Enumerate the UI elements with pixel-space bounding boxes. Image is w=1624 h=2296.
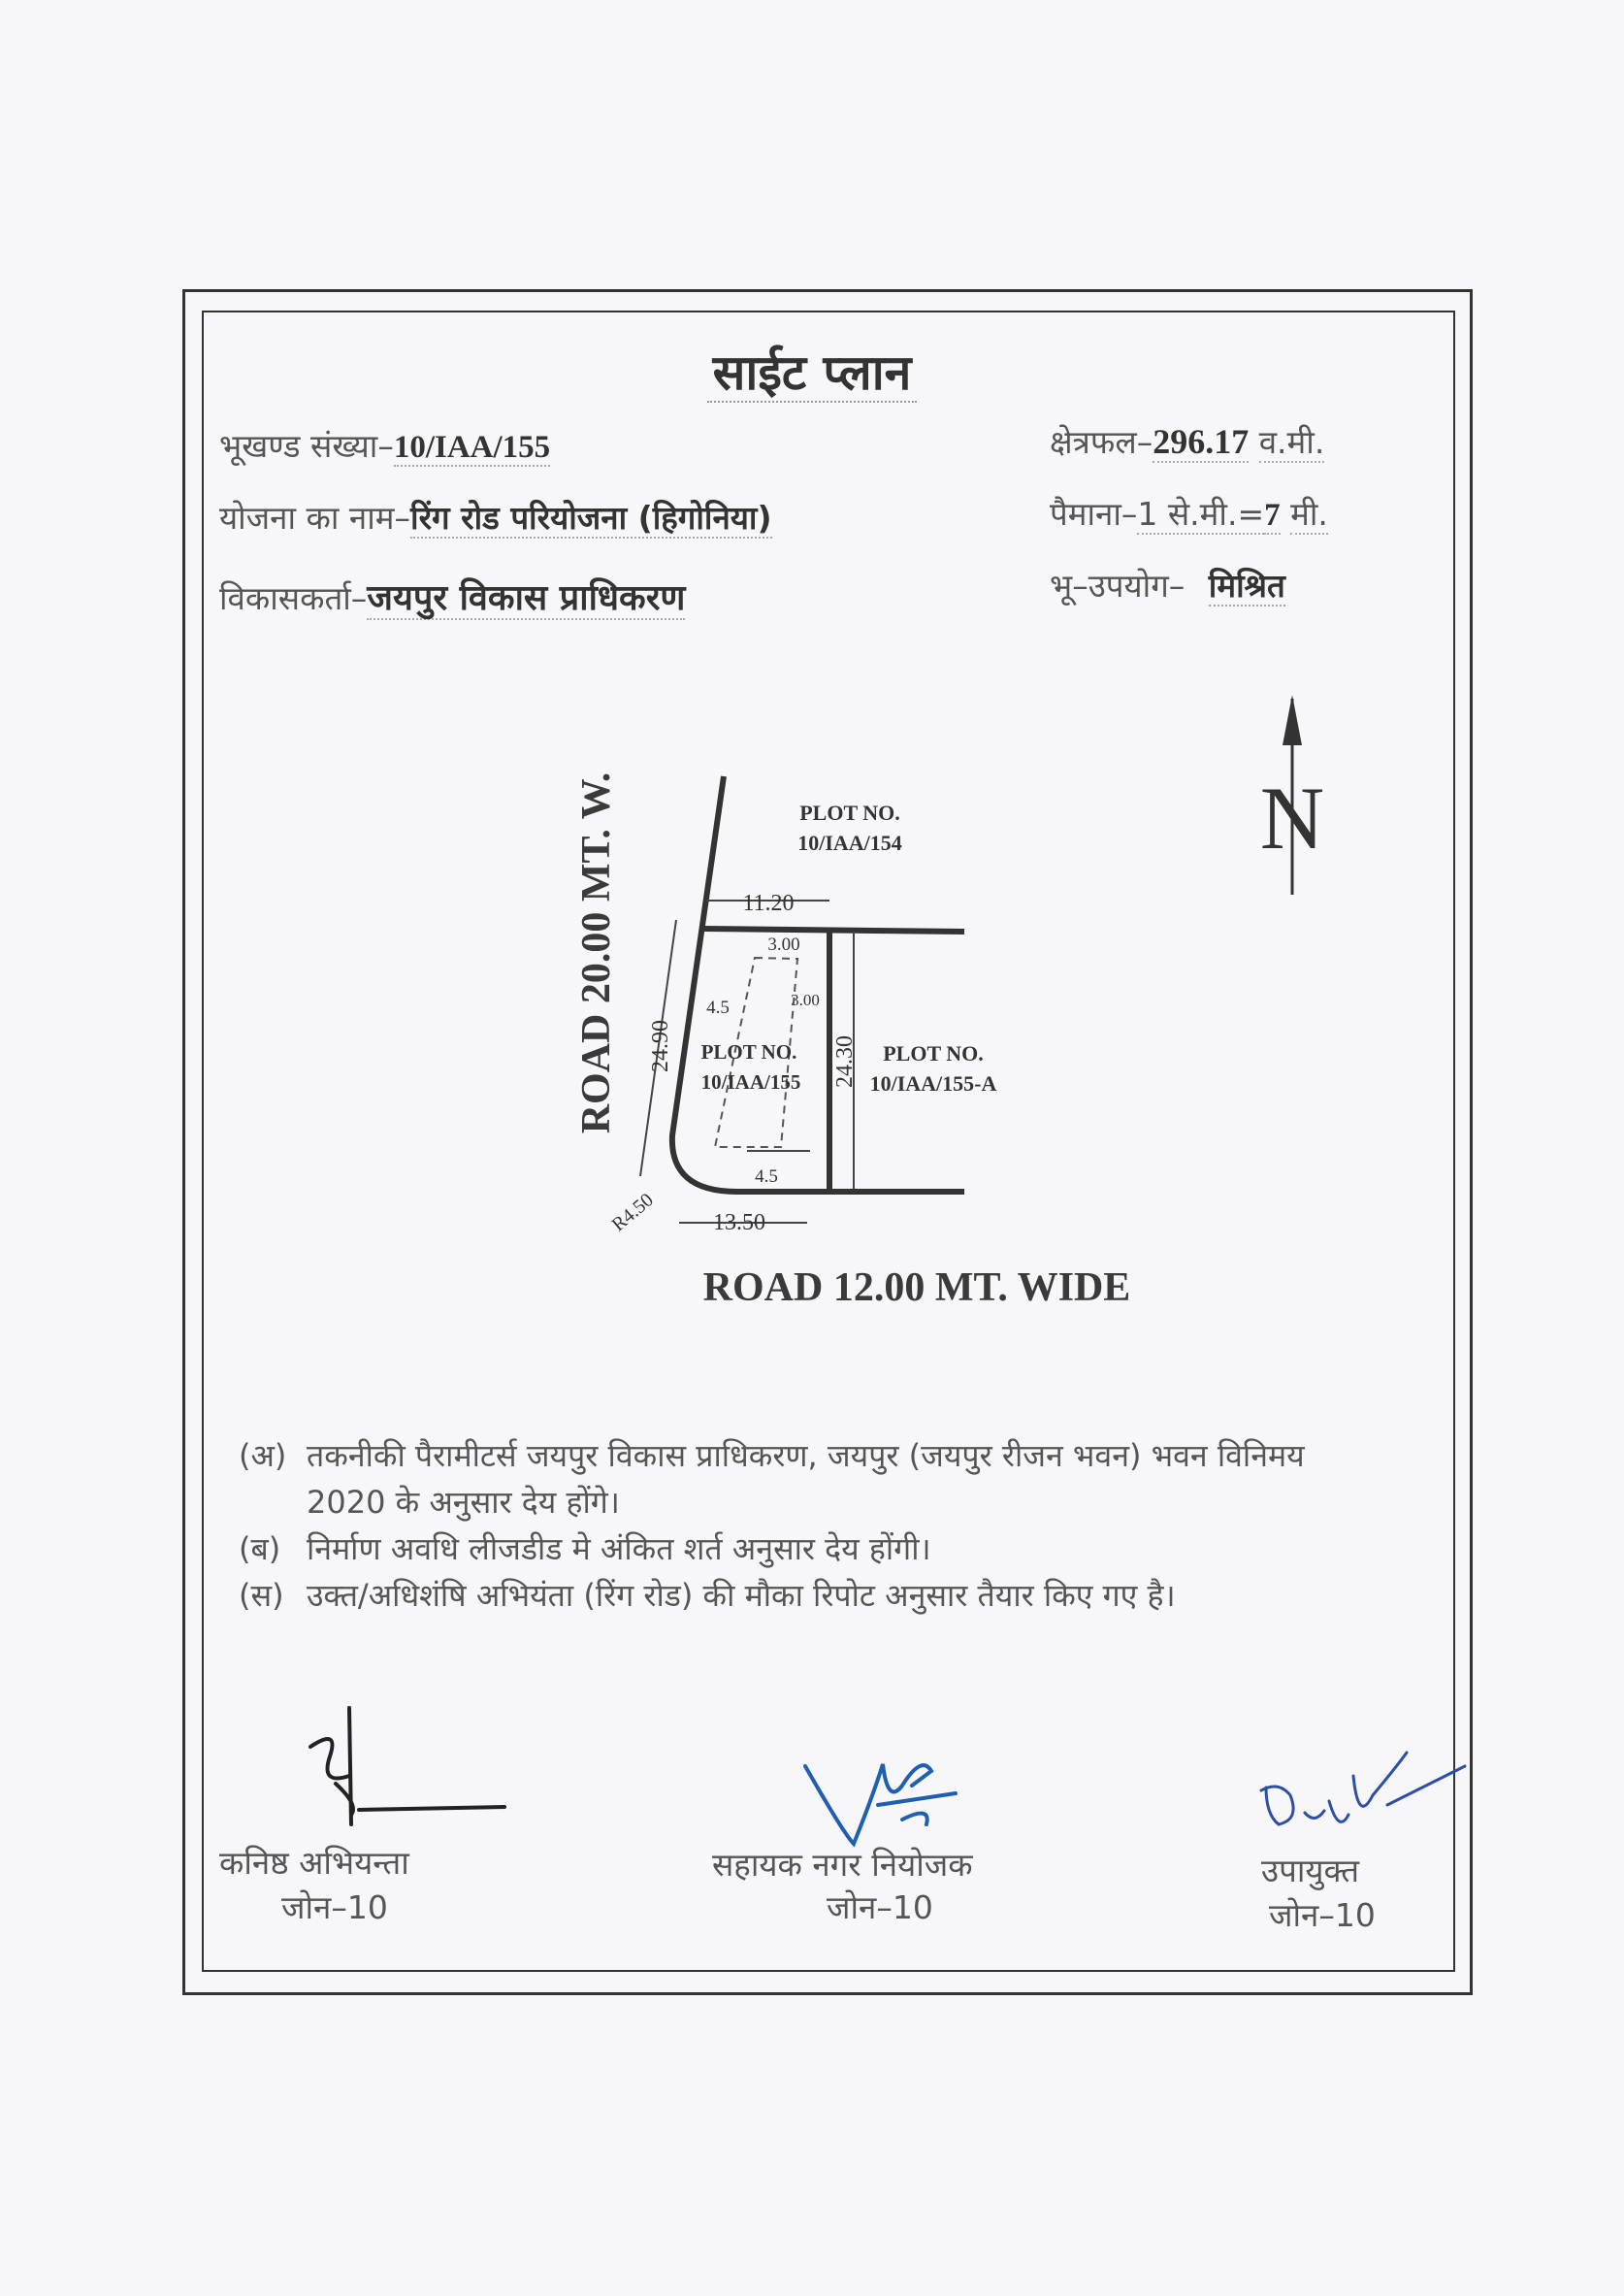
dim-top-label: 11.20 [742, 891, 795, 916]
north-label: N [1259, 769, 1325, 868]
dim-bottom-label: 13.50 [713, 1210, 765, 1235]
scheme-name-field: योजना का नाम–रिंग रोड परियोजना (हिगोनिया) [219, 499, 772, 537]
signature-deputy-commissioner [1261, 1753, 1465, 1824]
plot-north-line2: 10/IAA/154 [797, 831, 902, 855]
note-item: (ब) निर्माण अवधि लीजडीड मे अंकित शर्त अनुसार देय होंगी। [239, 1530, 931, 1567]
area-field: क्षेत्रफल–296.17 व.मी. [1050, 422, 1325, 461]
note-item: (स) उक्त/अधिशंषि अभियंता (रिंग रोड) की मौका रिपोट अनुसार तैयार किए गए है। [239, 1577, 1176, 1614]
land-use-field: भू–उपयोग– मिश्रित [1050, 567, 1285, 605]
plot-north-line1: PLOT NO. [799, 801, 900, 825]
setback-left-label: 4.5 [706, 998, 730, 1018]
dim-radius-label: R4.50 [607, 1189, 658, 1236]
signatory-deputy-commissioner-title: उपायुक्त [1261, 1852, 1360, 1889]
signatory-junior-engineer-zone: जोन–10 [281, 1888, 388, 1926]
signatory-junior-engineer-title: कनिष्ठ अभियन्ता [219, 1844, 409, 1882]
signature-junior-engineer [310, 1708, 504, 1824]
dim-right-label: 24.30 [832, 1035, 858, 1088]
plot-main-line1: PLOT NO. [700, 1040, 797, 1064]
developer-field: विकासकर्ता–जयपुर विकास प्राधिकरण [219, 578, 686, 618]
setback-right-label: 3.00 [791, 991, 820, 1009]
plot-number-field: भूखण्ड संख्या–10/IAA/155 [219, 427, 551, 465]
setback-front-label: 3.00 [767, 935, 800, 955]
note-item: (अ) तकनीकी पैरामीटर्स जयपुर विकास प्राधिकरण, जयपुर (जयपुर रीजन भवन) भवन विनिमय 2020 के अनुसार देय होंगे। [239, 1437, 1305, 1521]
setback-rear-label: 4.5 [755, 1166, 778, 1187]
dim-left-label: 24.90 [648, 1020, 673, 1072]
road-south-label: ROAD 12.00 MT. WIDE [702, 1265, 1131, 1310]
signature-assistant-planner [805, 1764, 956, 1844]
road-west-label: ROAD 20.00 MT. W. [574, 771, 619, 1134]
signatory-assistant-planner-zone: जोन–10 [827, 1888, 933, 1926]
scale-field: पैमाना–1 से.मी.=7 मी. [1050, 495, 1328, 533]
plot-east-line2: 10/IAA/155-A [869, 1071, 997, 1096]
plot-main-line2: 10/IAA/155 [700, 1070, 801, 1094]
signatory-assistant-planner-title: सहायक नगर नियोजक [712, 1846, 973, 1884]
plot-east-line1: PLOT NO. [883, 1041, 984, 1066]
document-title: साईट प्लान [0, 338, 1624, 404]
signatory-deputy-commissioner-zone: जोन–10 [1269, 1896, 1376, 1934]
